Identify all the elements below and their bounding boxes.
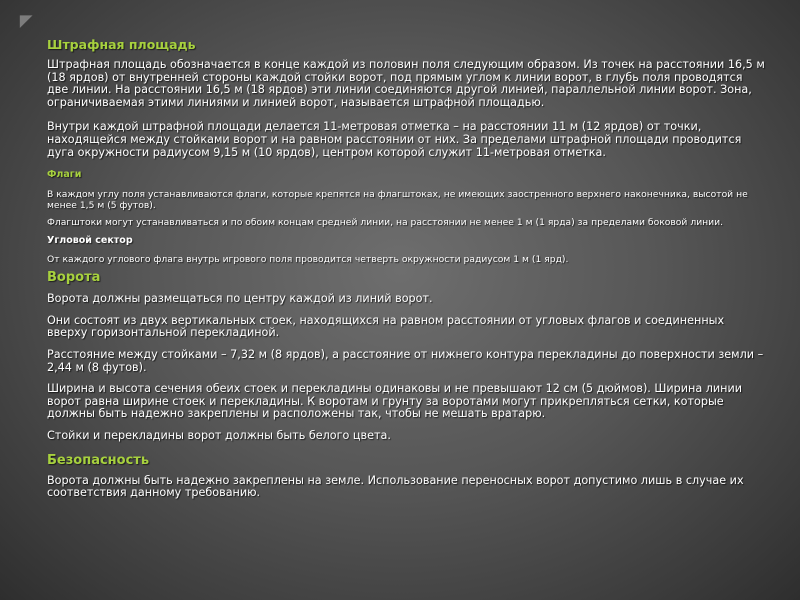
penalty-area-paragraph-2: Внутри каждой штрафной площади делается 11-метровая отметка – на расстоянии 11 м (12 ярдов) от точки, находящейся между стойками ворот и на равном расстоянии от них. За пределами штрафной площади проводится дуга окружности радиусом 9,15 м (10 ярдов), центром которой служит 11-метровая отметка. bbox=[47, 120, 742, 159]
safety-title: Безопасность bbox=[47, 452, 150, 468]
penalty-area-title: Штрафная площадь bbox=[47, 37, 196, 52]
penalty-area-paragraph-1: Штрафная площадь обозначается в конце каждой из половин поля следующим образом. Из точек на расстоянии 16,5 м (18 ярдов) от внутренней стороны каждой стойки ворот, под прямым углом к линии ворот, в глубь поля проводятся две линии. На расстоянии 16,5 м (18 ярдов) эти линии соединяются другой линией, параллельной линии ворот. Зона, ограничиваемая этими линиями и линией ворот, называется штрафной площадью. bbox=[47, 58, 765, 109]
corner-decoration bbox=[13, 9, 32, 28]
safety-paragraph-1: Ворота должны быть надежно закреплены на земле. Использование переносных ворот допустимо лишь в случае их соответствия данному требованию. bbox=[47, 473, 744, 500]
flags-title: Флаги bbox=[47, 169, 82, 181]
corner-arc-paragraph-1: От каждого углового флага внутрь игрового поля проводится четверть окружности радиусом 1 м (1 ярд). bbox=[47, 254, 569, 266]
flags-paragraph-1: В каждом углу поля устанавливаются флаги, которые крепятся на флагштоках, не имеющих заостренного верхнего наконечника, высотой не менее 1,5 м (5 футов). bbox=[47, 189, 748, 212]
goals-paragraph-1: Ворота должны размещаться по центру каждой из линий ворот. bbox=[47, 292, 433, 306]
goals-paragraph-3: Расстояние между стойками – 7,32 м (8 ярдов), а расстояние от нижнего контура перекладины до поверхности земли – 2,44 м (8 футов). bbox=[47, 347, 764, 374]
corner-arc-title: Угловой сектор bbox=[47, 235, 133, 247]
slide-content bbox=[47, 37, 767, 500]
goals-paragraph-4: Ширина и высота сечения обеих стоек и перекладины одинаковы и не превышают 12 см (5 дюймов). Ширина линии ворот равна ширине стоек и перекладины. К воротам и грунту за воротами могут прикрепляться сетки, которые должны быть надежно закреплены и расположены так, чтобы не мешать вратарю. bbox=[47, 382, 743, 421]
goals-title: Ворота bbox=[47, 270, 101, 286]
flags-paragraph-2: Флагштоки могут устанавливаться и по обоим концам средней линии, на расстоянии не менее 1 м (1 ярда) за пределами боковой линии. bbox=[47, 217, 724, 229]
goals-paragraph-5: Стойки и перекладины ворот должны быть белого цвета. bbox=[47, 428, 391, 442]
goals-paragraph-2: Они состоят из двух вертикальных стоек, находящихся на равном расстоянии от угловых флагов и соединенных вверху горизонтальной перекладиной. bbox=[47, 313, 725, 340]
